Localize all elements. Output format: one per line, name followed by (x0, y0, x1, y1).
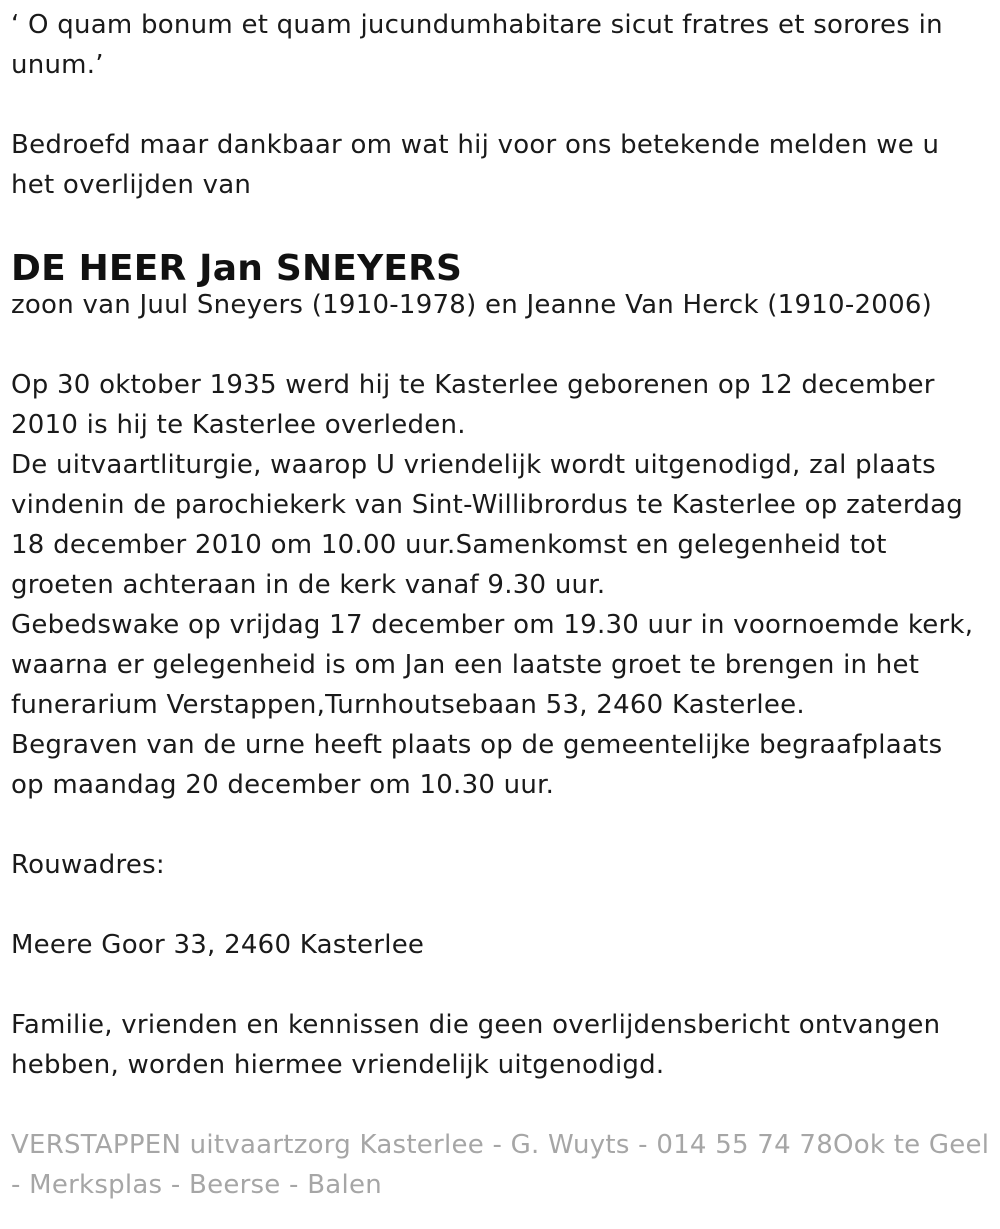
latin-quote (11, 5, 990, 85)
funeral-home-footer (11, 1125, 990, 1205)
spacer (11, 325, 990, 365)
spacer (11, 205, 990, 245)
footer-line-1: VERSTAPPEN uitvaartzorg Kasterlee - G. Wuyts - 014 55 74 78Ook te Geel (11, 1130, 990, 1160)
details-line: Op 30 oktober 1935 werd hij te Kasterlee geborenen op 12 december (11, 370, 935, 400)
details-line: Gebedswake op vrijdag 17 december om 19.30 uur in voornoemde kerk, (11, 610, 974, 640)
parents-line (11, 285, 990, 325)
details-line: funerarium Verstappen,Turnhoutsebaan 53, 2460 Kasterlee. (11, 690, 805, 720)
details-line: 2010 is hij te Kasterlee overleden. (11, 410, 466, 440)
spacer (11, 805, 990, 845)
spacer (11, 885, 990, 925)
parents-text: zoon van Juul Sneyers (1910-1978) en Jeanne Van Herck (1910-2006) (11, 290, 933, 320)
invitation-line-1: Familie, vrienden en kennissen die geen overlijdensbericht ontvangen (11, 1010, 941, 1040)
intro-line-2: het overlijden van (11, 170, 252, 200)
details-line: De uitvaartliturgie, waarop U vriendelijk wordt uitgenodigd, zal plaats (11, 450, 936, 480)
intro-line-1: Bedroefd maar dankbaar om wat hij voor ons betekende melden we u (11, 130, 940, 160)
address-label: Rouwadres: (11, 850, 165, 880)
funeral-details (11, 365, 990, 805)
details-line: vindenin de parochiekerk van Sint-Willibrordus te Kasterlee op zaterdag (11, 490, 964, 520)
spacer (11, 1085, 990, 1125)
mourning-address (11, 925, 990, 965)
address-value: Meere Goor 33, 2460 Kasterlee (11, 930, 425, 960)
details-line: 18 december 2010 om 10.00 uur.Samenkomst en gelegenheid tot (11, 530, 887, 560)
spacer (11, 965, 990, 1005)
invitation-line-2: hebben, worden hiermee vriendelijk uitgenodigd. (11, 1050, 665, 1080)
quote-line-2: unum.’ (11, 50, 104, 80)
invitation-text (11, 1005, 990, 1085)
spacer (11, 85, 990, 125)
details-line: groeten achteraan in de kerk vanaf 9.30 uur. (11, 570, 606, 600)
quote-line-1: ‘ O quam bonum et quam jucundumhabitare sicut fratres et sorores in (11, 10, 943, 40)
details-line: waarna er gelegenheid is om Jan een laatste groet te brengen in het (11, 650, 920, 680)
details-line: Begraven van de urne heeft plaats op de gemeentelijke begraafplaats (11, 730, 943, 760)
footer-line-2: - Merksplas - Beerse - Balen (11, 1170, 382, 1200)
details-line: op maandag 20 december om 10.30 uur. (11, 770, 555, 800)
deceased-name: DE HEER Jan SNEYERS (11, 248, 463, 289)
intro-text (11, 125, 990, 205)
mourning-address-label (11, 845, 990, 885)
